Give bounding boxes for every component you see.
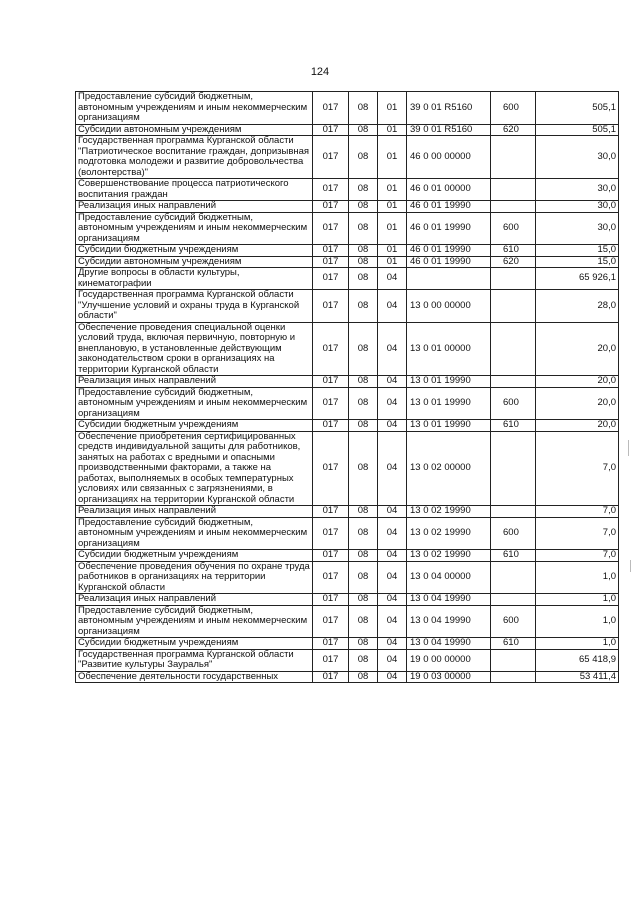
table-row: [76, 561, 619, 594]
row-target-code: 46 0 01 19990: [407, 201, 491, 213]
table-row: [76, 671, 619, 683]
table-row: [76, 245, 619, 257]
row-target-code: 46 0 00 00000: [407, 136, 491, 179]
row-name: Реализация иных направлений: [76, 376, 313, 388]
row-subsection-code: 04: [378, 431, 407, 506]
row-subsection-code: 04: [378, 268, 407, 290]
row-ministry-code: 017: [313, 550, 349, 562]
row-ministry-code: 017: [313, 671, 349, 683]
table-row: [76, 92, 619, 125]
table-row: [76, 387, 619, 420]
table-row: [76, 201, 619, 213]
row-ministry-code: 017: [313, 245, 349, 257]
row-ministry-code: 017: [313, 638, 349, 650]
row-section-code: 08: [349, 376, 378, 388]
row-sum: 30,0: [536, 136, 619, 179]
table-row: [76, 649, 619, 671]
row-name: Субсидии автономным учреждениям: [76, 124, 313, 136]
row-sum: 20,0: [536, 420, 619, 432]
row-expense-type: 600: [491, 517, 536, 550]
row-expense-type: 600: [491, 212, 536, 245]
row-sum: 20,0: [536, 322, 619, 376]
row-name: Государственная программа Курганской области "Улучшение условий и охраны труда в Курганской области": [76, 290, 313, 323]
row-section-code: 08: [349, 268, 378, 290]
row-subsection-code: 01: [378, 136, 407, 179]
row-subsection-code: 04: [378, 605, 407, 638]
row-name: Предоставление субсидий бюджетным, автономным учреждениям и иным некоммерческим организациям: [76, 212, 313, 245]
row-sum: 1,0: [536, 594, 619, 606]
row-expense-type: 620: [491, 124, 536, 136]
row-sum: 30,0: [536, 179, 619, 201]
row-subsection-code: 04: [378, 420, 407, 432]
row-subsection-code: 04: [378, 638, 407, 650]
row-name: Государственная программа Курганской области "Патриотическое воспитание граждан, допризывная подготовка молодежи и развитие добровольчества (волонтерства)": [76, 136, 313, 179]
row-subsection-code: 01: [378, 92, 407, 125]
row-ministry-code: 017: [313, 256, 349, 268]
row-expense-type: [491, 290, 536, 323]
row-target-code: 13 0 02 19990: [407, 550, 491, 562]
table-row: [76, 605, 619, 638]
row-target-code: 13 0 02 19990: [407, 517, 491, 550]
row-target-code: 13 0 04 19990: [407, 638, 491, 650]
row-expense-type: [491, 506, 536, 518]
row-target-code: 39 0 01 R5160: [407, 124, 491, 136]
row-ministry-code: 017: [313, 605, 349, 638]
row-section-code: 08: [349, 124, 378, 136]
row-expense-type: 600: [491, 387, 536, 420]
row-target-code: 13 0 02 00000: [407, 431, 491, 506]
table-row: [76, 179, 619, 201]
row-subsection-code: 04: [378, 322, 407, 376]
table-row: [76, 638, 619, 650]
row-subsection-code: 04: [378, 594, 407, 606]
row-sum: 30,0: [536, 201, 619, 213]
row-sum: 1,0: [536, 638, 619, 650]
row-sum: 65 926,1: [536, 268, 619, 290]
row-subsection-code: 01: [378, 124, 407, 136]
row-target-code: 13 0 04 00000: [407, 561, 491, 594]
row-expense-type: [491, 136, 536, 179]
row-target-code: 13 0 00 00000: [407, 290, 491, 323]
row-sum: 505,1: [536, 124, 619, 136]
table-row: [76, 322, 619, 376]
row-name: Субсидии бюджетным учреждениям: [76, 420, 313, 432]
row-name: Предоставление субсидий бюджетным, автономным учреждениям и иным некоммерческим организациям: [76, 605, 313, 638]
row-ministry-code: 017: [313, 420, 349, 432]
row-target-code: 13 0 04 19990: [407, 605, 491, 638]
row-section-code: 08: [349, 420, 378, 432]
table-row: [76, 594, 619, 606]
table-row: [76, 290, 619, 323]
row-section-code: 08: [349, 179, 378, 201]
page-number: 124: [310, 66, 330, 78]
row-name: Реализация иных направлений: [76, 506, 313, 518]
row-sum: 30,0: [536, 212, 619, 245]
row-target-code: 46 0 01 00000: [407, 179, 491, 201]
row-expense-type: [491, 322, 536, 376]
row-expense-type: 620: [491, 256, 536, 268]
row-subsection-code: 04: [378, 550, 407, 562]
row-section-code: 08: [349, 550, 378, 562]
row-expense-type: [491, 376, 536, 388]
row-target-code: 46 0 01 19990: [407, 245, 491, 257]
row-ministry-code: 017: [313, 387, 349, 420]
row-section-code: 08: [349, 256, 378, 268]
row-subsection-code: 01: [378, 256, 407, 268]
row-subsection-code: 04: [378, 376, 407, 388]
row-section-code: 08: [349, 594, 378, 606]
row-expense-type: 600: [491, 92, 536, 125]
row-sum: 28,0: [536, 290, 619, 323]
row-name: Государственная программа Курганской области "Развитие культуры Зауралья": [76, 649, 313, 671]
row-subsection-code: 04: [378, 671, 407, 683]
table-row: [76, 256, 619, 268]
row-subsection-code: 01: [378, 245, 407, 257]
row-target-code: 13 0 01 19990: [407, 420, 491, 432]
row-ministry-code: 017: [313, 212, 349, 245]
row-subsection-code: 04: [378, 561, 407, 594]
row-sum: 65 418,9: [536, 649, 619, 671]
row-section-code: 08: [349, 638, 378, 650]
row-expense-type: [491, 268, 536, 290]
row-target-code: 19 0 00 00000: [407, 649, 491, 671]
row-sum: 7,0: [536, 550, 619, 562]
row-expense-type: [491, 561, 536, 594]
row-name: Другие вопросы в области культуры, кинематографии: [76, 268, 313, 290]
table-row: [76, 376, 619, 388]
row-name: Предоставление субсидий бюджетным, автономным учреждениям и иным некоммерческим организациям: [76, 92, 313, 125]
row-ministry-code: 017: [313, 594, 349, 606]
row-subsection-code: 04: [378, 290, 407, 323]
row-sum: 1,0: [536, 561, 619, 594]
row-section-code: 08: [349, 212, 378, 245]
row-expense-type: [491, 671, 536, 683]
row-sum: 53 411,4: [536, 671, 619, 683]
row-target-code: 39 0 01 R5160: [407, 92, 491, 125]
row-name: Предоставление субсидий бюджетным, автономным учреждениям и иным некоммерческим организациям: [76, 387, 313, 420]
row-sum: 1,0: [536, 605, 619, 638]
row-target-code: 13 0 01 19990: [407, 387, 491, 420]
row-section-code: 08: [349, 649, 378, 671]
table-row: [76, 268, 619, 290]
row-name: Обеспечение проведения специальной оценки условий труда, включая первичную, повторную и внеплановую, в установленные действующим законодательством сроки в организациях на территории Курганской области: [76, 322, 313, 376]
scan-edge-mark: [630, 560, 631, 572]
row-name: Обеспечение приобретения сертифицированных средств индивидуальной защиты для работников, занятых на работах с вредными и опасными производственными факторами, а также на работах, выполняемых в особых температурных условиях или связанных с загрязнениями, в организациях на территории Курганской области: [76, 431, 313, 506]
table-row: [76, 431, 619, 506]
row-ministry-code: 017: [313, 268, 349, 290]
row-expense-type: 610: [491, 550, 536, 562]
row-target-code: 13 0 02 19990: [407, 506, 491, 518]
row-ministry-code: 017: [313, 290, 349, 323]
row-sum: 505,1: [536, 92, 619, 125]
row-name: Субсидии автономным учреждениям: [76, 256, 313, 268]
row-expense-type: 600: [491, 605, 536, 638]
row-sum: 20,0: [536, 376, 619, 388]
row-ministry-code: 017: [313, 124, 349, 136]
row-subsection-code: 04: [378, 506, 407, 518]
row-ministry-code: 017: [313, 649, 349, 671]
row-expense-type: [491, 649, 536, 671]
row-section-code: 08: [349, 290, 378, 323]
row-subsection-code: 04: [378, 649, 407, 671]
row-target-code: 13 0 04 19990: [407, 594, 491, 606]
row-section-code: 08: [349, 201, 378, 213]
row-name: Реализация иных направлений: [76, 201, 313, 213]
row-name: Обеспечение проведения обучения по охране труда работников в организациях на территории Курганской области: [76, 561, 313, 594]
row-subsection-code: 04: [378, 517, 407, 550]
row-section-code: 08: [349, 431, 378, 506]
row-section-code: 08: [349, 387, 378, 420]
row-subsection-code: 01: [378, 212, 407, 245]
row-ministry-code: 017: [313, 92, 349, 125]
table-row: [76, 420, 619, 432]
row-sum: 7,0: [536, 506, 619, 518]
row-expense-type: 610: [491, 245, 536, 257]
row-ministry-code: 017: [313, 201, 349, 213]
row-ministry-code: 017: [313, 322, 349, 376]
row-name: Субсидии бюджетным учреждениям: [76, 638, 313, 650]
row-target-code: 46 0 01 19990: [407, 212, 491, 245]
row-name: Субсидии бюджетным учреждениям: [76, 245, 313, 257]
row-expense-type: 610: [491, 420, 536, 432]
row-ministry-code: 017: [313, 431, 349, 506]
scan-edge-mark: [628, 440, 629, 456]
row-section-code: 08: [349, 561, 378, 594]
table-row: [76, 124, 619, 136]
row-section-code: 08: [349, 506, 378, 518]
row-sum: 20,0: [536, 387, 619, 420]
row-section-code: 08: [349, 245, 378, 257]
row-section-code: 08: [349, 605, 378, 638]
row-section-code: 08: [349, 671, 378, 683]
row-expense-type: [491, 201, 536, 213]
table-row: [76, 550, 619, 562]
row-ministry-code: 017: [313, 376, 349, 388]
row-name: Предоставление субсидий бюджетным, автономным учреждениям и иным некоммерческим организациям: [76, 517, 313, 550]
row-target-code: 13 0 01 19990: [407, 376, 491, 388]
table-row: [76, 506, 619, 518]
table-body: [76, 92, 619, 683]
table-row: [76, 136, 619, 179]
row-target-code: 13 0 01 00000: [407, 322, 491, 376]
row-name: Обеспечение деятельности государственных: [76, 671, 313, 683]
row-subsection-code: 01: [378, 179, 407, 201]
row-target-code: [407, 268, 491, 290]
row-name: Совершенствование процесса патриотического воспитания граждан: [76, 179, 313, 201]
row-sum: 7,0: [536, 431, 619, 506]
row-sum: 15,0: [536, 256, 619, 268]
budget-table: [75, 91, 619, 683]
row-sum: 7,0: [536, 517, 619, 550]
row-ministry-code: 017: [313, 506, 349, 518]
row-ministry-code: 017: [313, 517, 349, 550]
row-expense-type: [491, 431, 536, 506]
row-section-code: 08: [349, 92, 378, 125]
row-ministry-code: 017: [313, 179, 349, 201]
table-row: [76, 517, 619, 550]
row-name: Реализация иных направлений: [76, 594, 313, 606]
row-section-code: 08: [349, 322, 378, 376]
row-expense-type: [491, 594, 536, 606]
row-subsection-code: 04: [378, 387, 407, 420]
row-sum: 15,0: [536, 245, 619, 257]
row-expense-type: [491, 179, 536, 201]
row-ministry-code: 017: [313, 136, 349, 179]
row-name: Субсидии бюджетным учреждениям: [76, 550, 313, 562]
row-target-code: 46 0 01 19990: [407, 256, 491, 268]
row-expense-type: 610: [491, 638, 536, 650]
row-target-code: 19 0 03 00000: [407, 671, 491, 683]
row-section-code: 08: [349, 136, 378, 179]
row-section-code: 08: [349, 517, 378, 550]
row-ministry-code: 017: [313, 561, 349, 594]
table-row: [76, 212, 619, 245]
row-subsection-code: 01: [378, 201, 407, 213]
